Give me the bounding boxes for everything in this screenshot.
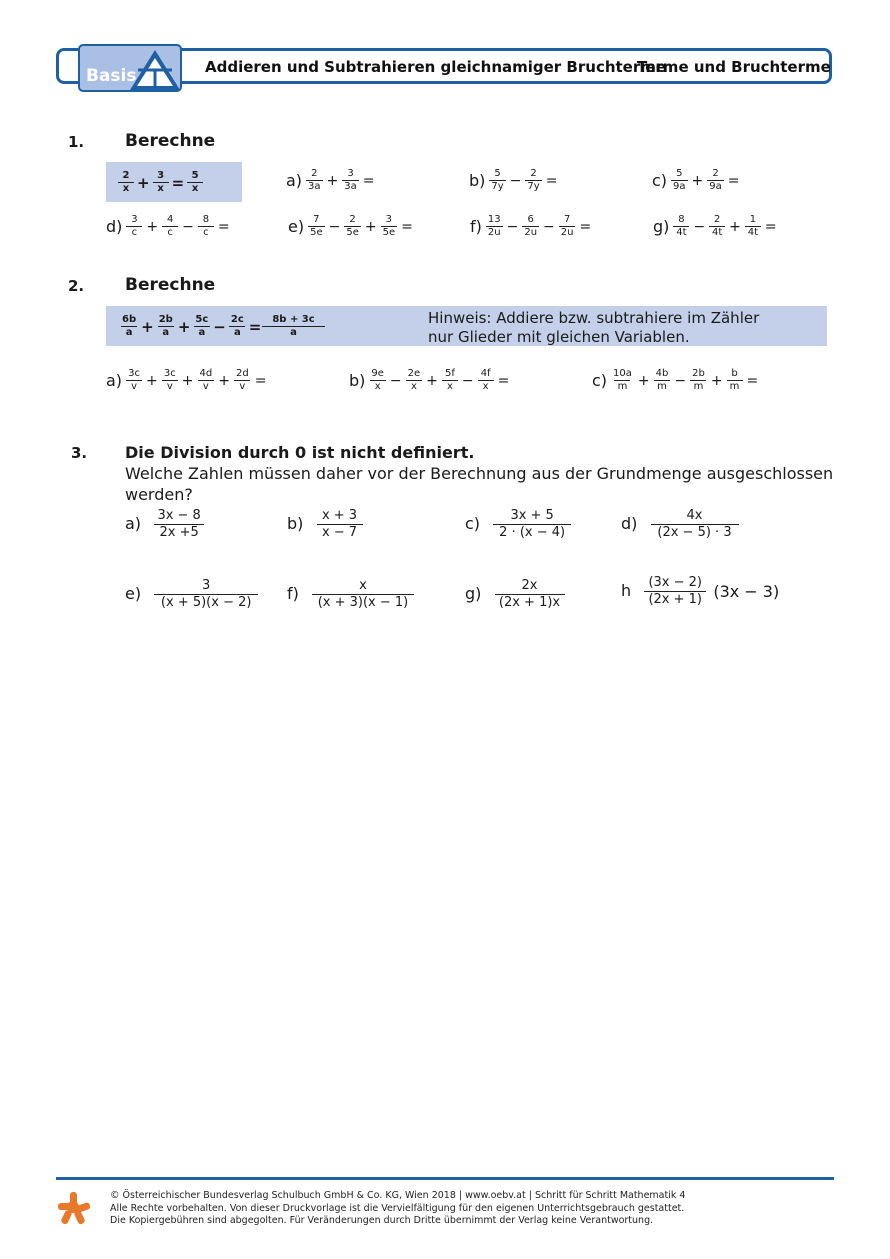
exercise-label: b): [349, 371, 366, 390]
exercise-label: f): [470, 217, 482, 236]
exercise-label: c): [652, 171, 668, 190]
fraction: $\frac{5}{x}$: [187, 170, 203, 195]
example-box-1: [106, 162, 242, 202]
operator: −: [509, 172, 522, 189]
fraction: $\frac{3}{x}$: [153, 170, 169, 195]
basis-label: Basis: [86, 66, 137, 86]
fraction: $\frac{4b}{m}$: [655, 368, 669, 392]
fraction: $\frac{8}{c}$: [198, 214, 214, 239]
fraction: $\frac{7}{5e}$: [310, 214, 323, 238]
fraction: $\frac{6}{2u}$: [524, 214, 538, 238]
publisher-logo-icon: [56, 1190, 92, 1226]
fraction: $\frac{10a}{m}$: [613, 368, 632, 392]
fraction: $\frac{8b + 3c}{a}$: [264, 314, 322, 339]
equals-sign: =: [254, 372, 267, 389]
operator: −: [389, 372, 402, 389]
equals-sign: =: [579, 218, 592, 235]
exercise-label: a): [106, 371, 123, 390]
operator: +: [729, 218, 741, 235]
exercise-label: e): [288, 217, 305, 236]
exercise-1a: [286, 168, 379, 193]
exercise-1e: [288, 214, 417, 239]
equals-sign: =: [545, 172, 558, 189]
fraction: $\frac{3c}{v}$: [126, 368, 142, 393]
exercise-1d: [106, 214, 234, 239]
exercise-3c: c) $\frac{3x + 5}{2 \cdot (x - 4)}$: [465, 508, 571, 541]
operator: +: [637, 372, 650, 389]
fraction: $\frac{2c}{a}$: [230, 314, 244, 338]
task-number-1: 1.: [68, 133, 85, 151]
fraction: $\frac{7}{2u}$: [560, 214, 574, 238]
fraction: $\frac{b}{m}$: [727, 368, 743, 393]
fraction: $\frac{2}{5e}$: [346, 214, 359, 238]
operator: +: [181, 372, 194, 389]
fraction: $\frac{5c}{a}$: [195, 314, 209, 338]
example-box-2: [106, 306, 827, 346]
fraction: $\frac{3}{5e}$: [382, 214, 396, 238]
fraction: $\frac{2}{x}$: [118, 170, 134, 195]
fraction: $\frac{2}{9a}$: [709, 168, 722, 192]
exercise-label: a): [286, 171, 303, 190]
fraction: $\frac{6b}{a}$: [122, 314, 137, 338]
operator: +: [146, 372, 158, 389]
exercise-3a: a) $\frac{3x - 8}{2x +5}$: [125, 508, 204, 541]
operator: +: [326, 172, 339, 189]
exercise-3d: d) $\frac{4x}{(2x - 5) \cdot 3}$: [621, 508, 739, 541]
exercise-3e: e) $\frac{3}{(x + 5)(x - 2)}$: [125, 578, 258, 611]
worksheet-title: Addieren und Subtrahieren gleichnamiger Bruchterme: [205, 58, 667, 76]
exercise-1b: [469, 168, 561, 193]
exercise-2c: [592, 368, 762, 393]
equals-sign: =: [764, 218, 777, 235]
equals-sign: =: [746, 372, 759, 389]
fraction: $\frac{2e}{x}$: [407, 368, 421, 392]
operator: −: [506, 218, 519, 235]
fraction: $\frac{1}{4t}$: [745, 214, 761, 239]
operator: +: [710, 372, 723, 389]
task-number-3: 3.: [71, 444, 88, 462]
fraction: $\frac{2}{3a}$: [308, 168, 321, 192]
task-title-2: Berechne: [125, 275, 216, 295]
task-number-2: 2.: [68, 277, 85, 295]
exercise-label: d): [106, 217, 123, 236]
fraction: $\frac{2}{4t}$: [709, 214, 725, 239]
example-expression-1: $\frac{2}{x}$ + $\frac{3}{x}$ = $\frac{5}{x}$: [118, 170, 203, 195]
exercise-label: g): [653, 217, 670, 236]
fraction: $\frac{3}{3a}$: [344, 168, 357, 192]
fraction: $\frac{4}{c}$: [162, 214, 178, 239]
exercise-label: c): [592, 371, 608, 390]
operator: +: [426, 372, 438, 389]
equals-sign: =: [401, 218, 413, 235]
operator: −: [182, 218, 194, 235]
fraction: $\frac{2}{7y}$: [527, 168, 540, 192]
exercise-1g: [653, 214, 781, 239]
exercise-3g: g) $\frac{2x}{(2x + 1)x}$: [465, 578, 565, 611]
equals-sign: =: [217, 218, 230, 235]
fraction: $\frac{4f}{x}$: [478, 368, 494, 393]
exercise-1c: [652, 168, 744, 193]
exercise-2a: [106, 368, 270, 393]
exercise-3h: h $\frac{(3x - 2)}{(2x + 1)}$ (3x − 3): [621, 575, 780, 607]
worksheet-topic: Terme und Bruchterme: [637, 58, 831, 76]
fraction: $\frac{2b}{m}$: [692, 368, 705, 392]
fraction: $\frac{2d}{v}$: [235, 368, 249, 392]
operator: −: [461, 372, 474, 389]
equals-sign: =: [497, 372, 510, 389]
fraction: $\frac{4d}{v}$: [199, 368, 213, 392]
operator: −: [543, 218, 555, 235]
fraction: $\frac{9e}{x}$: [371, 368, 384, 392]
fraction: $\frac{5f}{x}$: [442, 368, 458, 393]
example-expression-2: $\frac{6b}{a}$ + $\frac{2b}{a}$ + $\frac{5c}{a}$ − $\frac{2c}{a}$ = $\frac{8b + 3c}{a}$: [120, 314, 323, 339]
operator: +: [146, 218, 159, 235]
fraction: $\frac{3}{c}$: [126, 214, 142, 239]
operator: −: [674, 372, 687, 389]
equals-sign: =: [362, 172, 375, 189]
fraction: $\frac{3c}{v}$: [162, 368, 178, 393]
equals-sign: =: [727, 172, 740, 189]
exercise-2b: [349, 368, 513, 393]
operator: −: [328, 218, 341, 235]
footer-copyright: © Österreichischer Bundesverlag Schulbuch GmbH & Co. KG, Wien 2018 | www.oebv.at | Schritt für Schritt Mathematik 4 Alle Rechte vorbehalten. Von dieser Druckvorlage ist die Vervielfältigung für den eigenen Unterrichtsgebrauch gestattet. Die Kopiergebühren sind abgegolten. Für Veränderungen durch Dritte übernimmt der Verlag keine Verantwortung.: [110, 1190, 686, 1226]
operator: −: [693, 218, 706, 235]
fraction: $\frac{8}{4t}$: [673, 214, 689, 239]
task-title-1: Berechne: [125, 131, 216, 151]
hint-text: Hinweis: Addiere bzw. subtrahiere im Zähler nur Glieder mit gleichen Variablen.: [428, 309, 760, 346]
fraction: $\frac{2b}{a}$: [158, 314, 173, 338]
exercise-3f: f) $\frac{x}{(x + 3)(x - 1)}$: [287, 578, 414, 611]
exercise-label: b): [469, 171, 486, 190]
basis-badge: [78, 44, 182, 92]
operator: +: [691, 172, 704, 189]
operator: +: [364, 218, 377, 235]
exercise-1f: [470, 214, 595, 239]
fraction: $\frac{5}{7y}$: [491, 168, 504, 192]
fraction: $\frac{13}{2u}$: [487, 214, 501, 238]
footer-rule: [56, 1177, 834, 1180]
operator: +: [218, 372, 230, 389]
fraction: $\frac{5}{9a}$: [673, 168, 686, 192]
exercise-3b: b) $\frac{x + 3}{x - 7}$: [287, 508, 363, 541]
task-question-3: Die Division durch 0 ist nicht definiert. Welche Zahlen müssen daher vor der Berechnung aus der Grundmenge ausgeschlossen werden?: [125, 443, 834, 504]
